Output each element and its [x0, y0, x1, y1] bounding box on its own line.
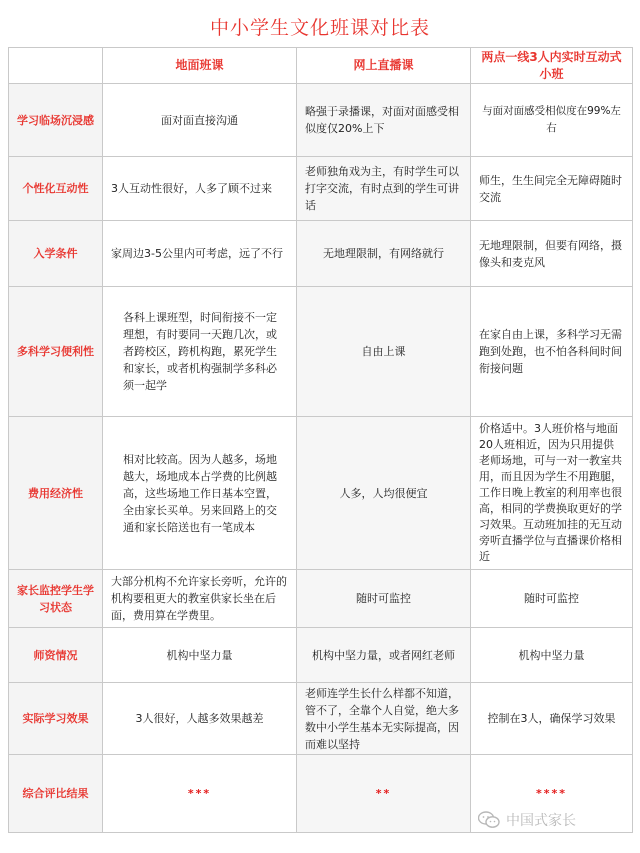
header-small-class: 两点一线3人内实时互动式小班 — [471, 48, 633, 84]
cell-small-class: 机构中坚力量 — [471, 628, 633, 683]
cell-live: 老师独角戏为主，有时学生可以打字交流，有时点到的学生可讲话 — [297, 157, 471, 221]
row-label: 家长监控学生学习状态 — [9, 570, 103, 628]
table-row — [9, 287, 633, 417]
cell-small-class: 在家自由上课，多科学习无需跑到处跑，也不怕各科间时间衔接问题 — [471, 287, 633, 417]
row-label: 实际学习效果 — [9, 683, 103, 755]
watermark — [478, 808, 576, 832]
cell-offline: 大部分机构不允许家长旁听，允许的机构要租更大的教室供家长坐在后面，费用算在学费里。 — [103, 570, 297, 628]
table-row — [9, 221, 633, 287]
cell-live: 机构中坚力量，或者网红老师 — [297, 628, 471, 683]
wechat-icon — [478, 811, 500, 829]
cell-offline: 面对面直接沟通 — [103, 84, 297, 157]
row-label: 学习临场沉浸感 — [9, 84, 103, 157]
header-row — [9, 48, 633, 84]
row-label: 费用经济性 — [9, 417, 103, 570]
header-live-stream: 网上直播课 — [297, 48, 471, 84]
header-offline-class: 地面班课 — [103, 48, 297, 84]
cell-offline: 3人很好，人越多效果越差 — [103, 683, 297, 755]
cell-live: 自由上课 — [297, 287, 471, 417]
row-label: 入学条件 — [9, 221, 103, 287]
row-label: 综合评比结果 — [9, 755, 103, 833]
cell-offline: 机构中坚力量 — [103, 628, 297, 683]
row-label: 个性化互动性 — [9, 157, 103, 221]
table-row — [9, 628, 633, 683]
rating-live: ** — [297, 755, 471, 833]
page-title: 中小学生文化班课对比表 — [209, 17, 430, 39]
rating-offline: *** — [103, 755, 297, 833]
table-row — [9, 570, 633, 628]
comparison-table — [8, 47, 633, 833]
table-row — [9, 417, 633, 570]
cell-offline: 家周边3-5公里内可考虑，远了不行 — [103, 221, 297, 287]
cell-live: 随时可监控 — [297, 570, 471, 628]
rating-small-class: **** — [471, 755, 633, 833]
cell-small-class: 控制在3人，确保学习效果 — [471, 683, 633, 755]
cell-live: 老师连学生长什么样都不知道，管不了，全靠个人自觉，绝大多数中小学生基本无实际提高，因而难以坚持 — [297, 683, 471, 755]
cell-small-class: 价格适中。3人班价格与地面20人班相近，因为只用提供老师场地，可与一对一教室共用，而且因为学生不用跑腿，工作日晚上教室的利用率也很高，相同的学费换取更好的学习效果。互动班加挂的无互动旁听直播学位与直播课价格相近 — [471, 417, 633, 570]
table-row — [9, 157, 633, 221]
cell-live: 人多，人均很便宜 — [297, 417, 471, 570]
row-label: 师资情况 — [9, 628, 103, 683]
cell-small-class: 无地理限制，但要有网络，摄像头和麦克风 — [471, 221, 633, 287]
row-label: 多科学习便利性 — [9, 287, 103, 417]
cell-small-class: 师生，生生间完全无障碍随时交流 — [471, 157, 633, 221]
cell-live: 无地理限制，有网络就行 — [297, 221, 471, 287]
cell-small-class: 随时可监控 — [471, 570, 633, 628]
watermark-text: 中国式家长 — [506, 813, 576, 829]
table-row — [9, 84, 633, 157]
cell-live: 略强于录播课，对面对面感受相似度仅20%上下 — [297, 84, 471, 157]
header-corner — [9, 48, 103, 84]
cell-offline: 3人互动性很好，人多了顾不过来 — [103, 157, 297, 221]
table-row — [9, 683, 633, 755]
cell-small-class: 与面对面感受相似度在99%左右 — [471, 84, 633, 157]
cell-offline: 相对比较高。因为人越多，场地越大，场地成本占学费的比例越高，这些场地工作日基本空置，全由家长买单。另来回路上的交通和家长陪送也有一笔成本 — [103, 417, 297, 570]
cell-offline: 各科上课班型，时间衔接不一定理想，有时要同一天跑几次，或者跨校区，跨机构跑，累死学生和家长，或者机构强制学多科必须一起学 — [103, 287, 297, 417]
